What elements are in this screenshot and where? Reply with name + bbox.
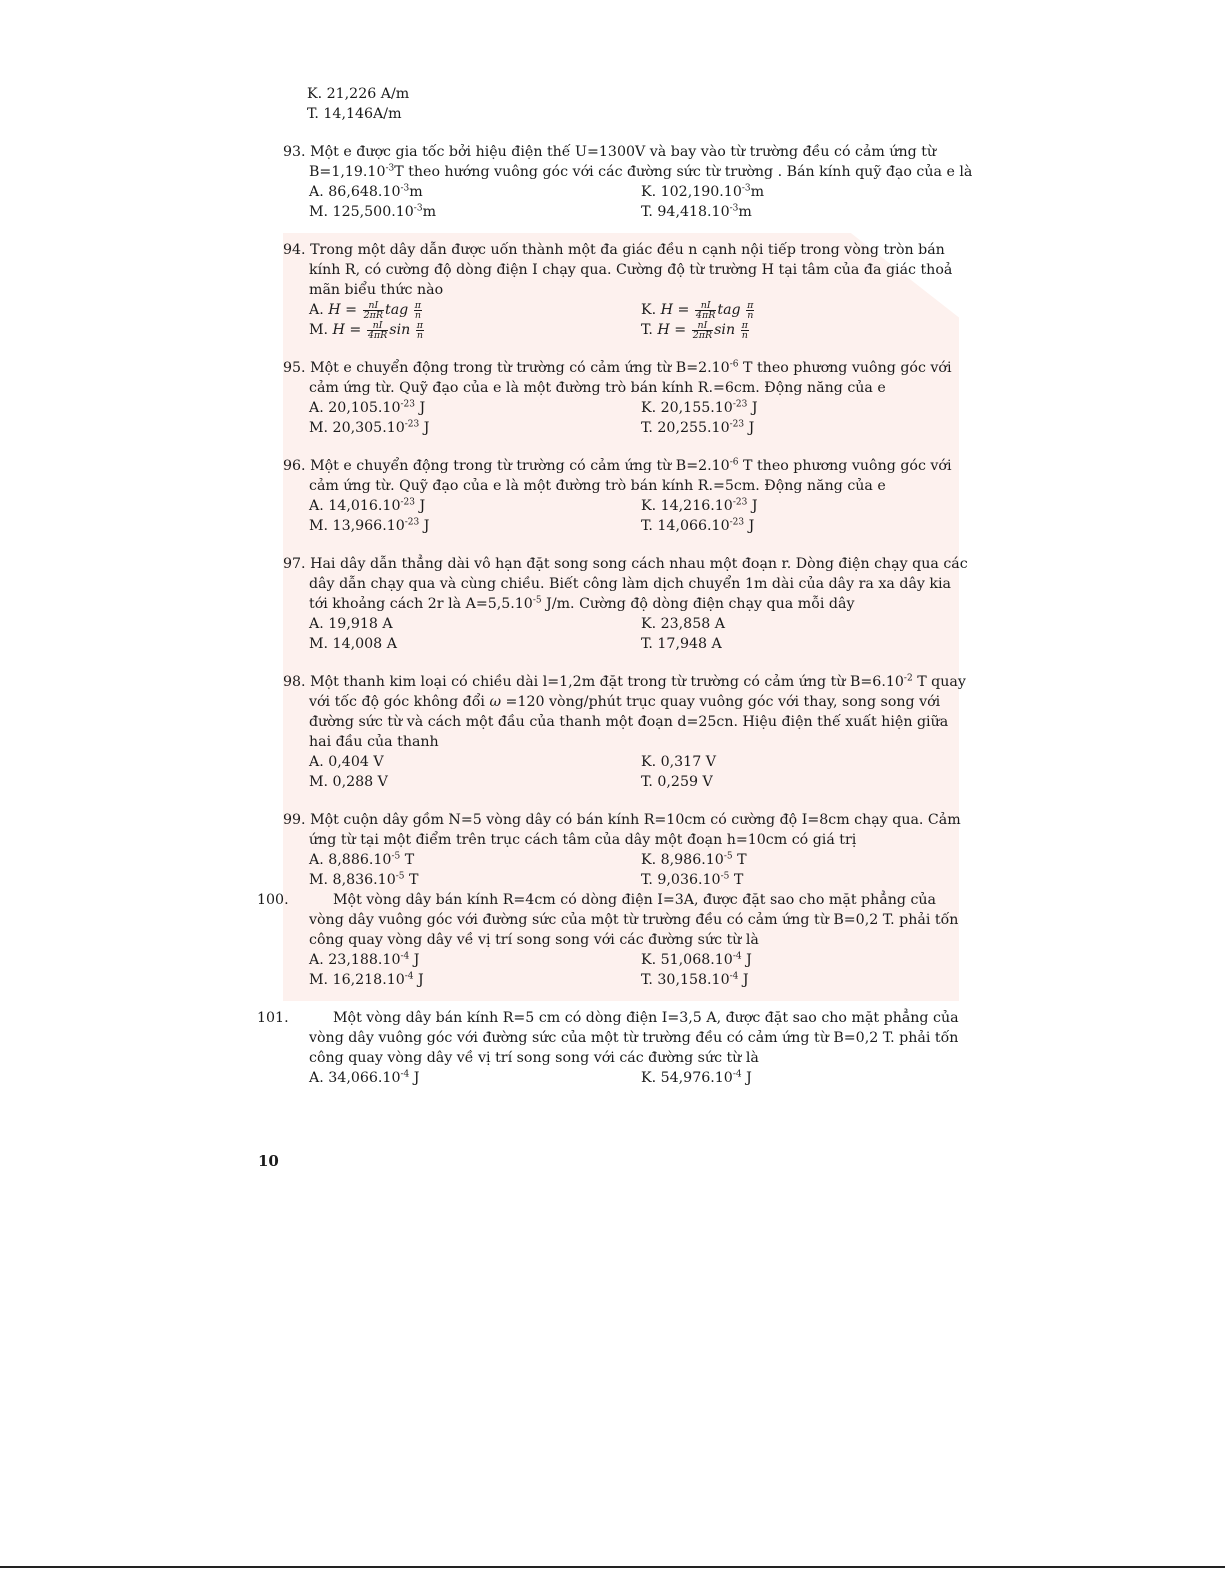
question-101: [257, 1008, 973, 1088]
question-97: [283, 554, 973, 654]
question-text: Một cuộn dây gồm N=5 vòng dây có bán kính R=10cm có cường độ I=8cm chạy qua. Cảm ứng từ tại một điểm trên trục cách tâm của dây một đoạn h=10cm có giá trị: [305, 812, 961, 848]
answer-options: [283, 850, 973, 890]
answer-option: T. 0,259 V: [641, 774, 713, 790]
question-text: Một e chuyển động trong từ trường có cảm ứng từ $B=2.10^{-6}$ T theo phương vuông góc với cảm ứng từ. Quỹ đạo của e là một đường trò bán kính R.=5cm. Động năng của e: [305, 457, 952, 494]
question-text: Một vòng dây bán kính R=4cm có dòng điện I=3A, được đặt sao cho mặt phẳng của vòng dây vuông góc với đường sức của một từ trường đều có cảm ứng từ B=0,2 T. phải tốn công quay vòng dây về vị trí song song với các đường sức từ là: [309, 892, 959, 948]
answer-option: T. $20,255.10^{-23}$ J: [641, 419, 755, 436]
answer-options: [283, 300, 973, 340]
question-list: [257, 142, 973, 1088]
answer-option: M. H = $\frac{nI}{4\pi R}$ sin $\frac{\pi}{n}$: [309, 319, 424, 341]
answer-option: M. $125,500.10^{-3}m$: [309, 203, 437, 220]
question-text: Trong một dây dẫn được uốn thành một đa giác đều n cạnh nội tiếp trong vòng tròn bán kính R, có cường độ dòng điện I chạy qua. Cường độ từ trường H tại tâm của đa giác thoả mãn biểu thức nào: [305, 242, 953, 298]
question-text: Một vòng dây bán kính R=5 cm có dòng điện I=3,5 A, được đặt sao cho mặt phẳng của vòng dây vuông góc với đường sức của một từ trường đều có cảm ứng từ B=0,2 T. phải tốn công quay vòng dây về vị trí song song với các đường sức từ là: [309, 1010, 959, 1066]
question-94: [283, 240, 973, 340]
question-number: 98.: [283, 674, 306, 690]
answer-options: [283, 496, 973, 536]
answer-option: A. $14,016.10^{-23}$ J: [309, 497, 426, 514]
page-number: 10: [258, 1152, 279, 1170]
answer-option: A. 0,404 V: [309, 754, 384, 770]
answer-option: K. $51,068.10^{-4}$ J: [641, 951, 752, 968]
question-number: 93.: [283, 144, 306, 160]
answer-options: [283, 398, 973, 438]
option: T. 14,146A/m: [307, 106, 402, 122]
answer-option: A. $20,105.10^{-23}$ J: [309, 399, 426, 416]
answer-option: T. H = $\frac{nI}{2\pi R}$ sin $\frac{\pi}{n}$: [641, 319, 748, 341]
answer-option: M. $8,836.10^{-5}$ T: [309, 871, 419, 888]
question-96: [283, 456, 973, 536]
question-stem: [283, 672, 973, 752]
answer-option: T. 17,948 A: [641, 636, 722, 652]
question-number: 95.: [283, 360, 306, 376]
question-text: Một e được gia tốc bởi hiệu điện thế U=1300V và bay vào từ trường đều có cảm ứng từ $B=1,19.10^{-3}T$ theo hướng vuông góc với các đường sức từ trường . Bán kính quỹ đạo của e là: [305, 144, 973, 180]
question-text: Một e chuyển động trong từ trường có cảm ứng từ $B=2.10^{-6}$ T theo phương vuông góc với cảm ứng từ. Quỹ đạo của e là một đường trò bán kính R.=6cm. Động năng của e: [305, 359, 952, 396]
question-98: [283, 672, 973, 792]
answer-option: A. $23,188.10^{-4}$ J: [309, 951, 420, 968]
answer-option: M. $20,305.10^{-23}$ J: [309, 419, 430, 436]
answer-option: M. 14,008 A: [309, 636, 397, 652]
question-stem: [283, 358, 973, 398]
question-text: Một thanh kim loại có chiều dài l=1,2m đặt trong từ trường có cảm ứng từ $B=6.10^{-2}$ T quay với tốc độ góc không đổi ω =120 vòng/phút trục quay vuông góc với thay, song song với đường sức từ và cách một đầu của thanh một đoạn d=25cn. Hiệu điện thế xuất hiện giữa hai đầu của thanh: [305, 673, 966, 750]
question-stem: [257, 890, 973, 950]
question-text: Hai dây dẫn thẳng dài vô hạn đặt song song cách nhau một đoạn r. Dòng điện chạy qua các dây dẫn chạy qua và cùng chiều. Biết công làm dịch chuyển 1m dài của dây ra xa dây kia tới khoảng cách 2r là $A=5,5.10^{-5}$ J/m. Cường độ dòng điện chạy qua mỗi dây: [305, 556, 968, 612]
answer-option: M. 0,288 V: [309, 774, 388, 790]
exam-content: [257, 84, 973, 1088]
answer-option: K. 0,317 V: [641, 754, 716, 770]
question-100: [257, 890, 973, 990]
question-stem: [257, 1008, 973, 1068]
answer-option: K. H = $\frac{nI}{4\pi R}$ tag $\frac{\pi}{n}$: [641, 299, 754, 321]
question-93: [283, 142, 973, 222]
question-number: 99.: [283, 812, 306, 828]
question-number: 97.: [283, 556, 306, 572]
question-number: 101.: [257, 1010, 289, 1026]
question-number: 100.: [257, 892, 289, 908]
answer-option: M. $13,966.10^{-23}$ J: [309, 517, 430, 534]
question-number: 94.: [283, 242, 306, 258]
option: K. 21,226 A/m: [307, 86, 410, 102]
answer-option: K. $20,155.10^{-23}$ J: [641, 399, 758, 416]
answer-option: T. $94,418.10^{-3}m$: [641, 203, 752, 220]
question-99: [283, 810, 973, 890]
answer-option: K. $54,976.10^{-4}$ J: [641, 1069, 752, 1086]
question-95: [283, 358, 973, 438]
answer-option: T. $14,066.10^{-23}$ J: [641, 517, 755, 534]
answer-option: A. $86,648.10^{-3}m$: [309, 183, 423, 200]
question-stem: [283, 142, 973, 182]
question-stem: [283, 240, 973, 300]
answer-option: K. $8,986.10^{-5}$ T: [641, 851, 747, 868]
question-stem: [283, 456, 973, 496]
answer-options: [283, 182, 973, 222]
answer-options: [283, 1068, 973, 1088]
answer-option: K. $102,190.10^{-3}m$: [641, 183, 765, 200]
answer-options: [283, 614, 973, 654]
question-number: 96.: [283, 458, 306, 474]
answer-option: K. 23,858 A: [641, 616, 726, 632]
answer-options: [283, 950, 973, 990]
previous-options: [283, 84, 973, 124]
answer-option: A. 19,918 A: [309, 616, 393, 632]
answer-option: K. $14,216.10^{-23}$ J: [641, 497, 758, 514]
answer-option: A. $34,066.10^{-4}$ J: [309, 1069, 420, 1086]
answer-option: A. H = $\frac{nI}{2\pi R}$ tag $\frac{\pi}{n}$: [309, 299, 422, 321]
page-bottom-border: [0, 1566, 1225, 1568]
answer-options: [283, 752, 973, 792]
question-stem: [283, 810, 973, 850]
answer-option: T. $30,158.10^{-4}$ J: [641, 971, 749, 988]
answer-option: T. $9,036.10^{-5}$ T: [641, 871, 744, 888]
answer-option: A. $8,886.10^{-5}$ T: [309, 851, 415, 868]
question-stem: [283, 554, 973, 614]
answer-option: M. $16,218.10^{-4}$ J: [309, 971, 424, 988]
